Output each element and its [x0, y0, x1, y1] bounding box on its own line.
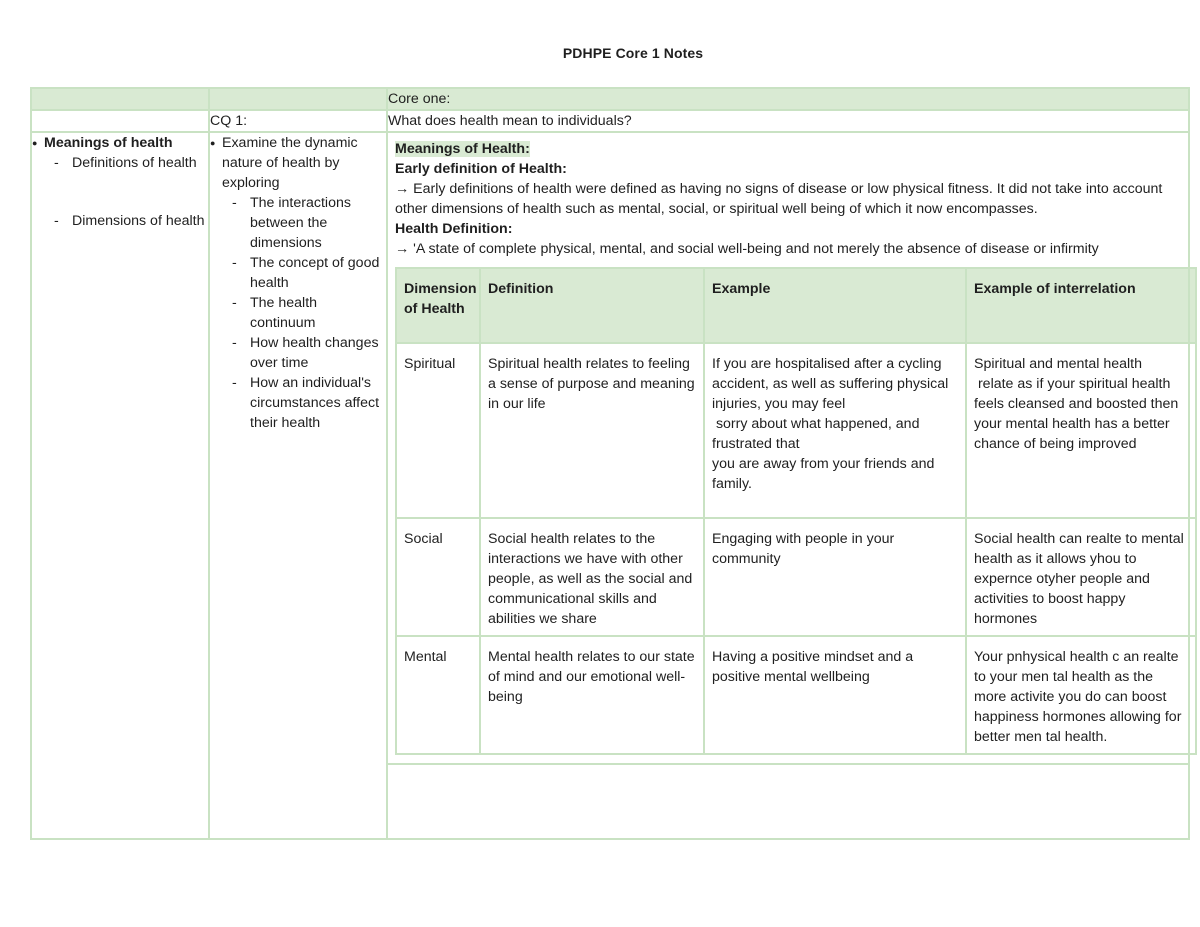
- health-definition-text: → 'A state of complete physical, mental, and social well-being and not merely the absence of disease or infirmity: [395, 241, 1099, 257]
- notes-empty-row[interactable]: [388, 763, 1188, 805]
- header-cell-1[interactable]: [31, 88, 209, 110]
- header-cell-core[interactable]: Core one:: [387, 88, 1189, 110]
- cq-question[interactable]: What does health mean to individuals?: [387, 110, 1189, 132]
- syllabus-list: [32, 133, 208, 153]
- cq-row: [31, 110, 1189, 132]
- dimension-interrelation[interactable]: Social health can realte to mental health as it allows yhou to expernce otyher people and activities to boost happy hormones: [966, 518, 1196, 636]
- col-header-example[interactable]: Example: [704, 268, 966, 343]
- syllabus-cell[interactable]: [31, 132, 209, 839]
- col-header-definition[interactable]: Definition: [480, 268, 704, 343]
- syllabus-sublist: [54, 153, 208, 231]
- notes-table: [30, 87, 1190, 840]
- bullet-examine: ● Examine the dynamic nature of health by exploring: [210, 133, 386, 193]
- sub-dimensions-of-health: - Dimensions of health: [54, 213, 205, 229]
- health-definition-title: Health Definition:: [395, 221, 513, 237]
- col-header-dimension[interactable]: Dimension of Health: [396, 268, 480, 343]
- sub-changes-over-time: - How health changes over time: [232, 335, 379, 371]
- content-sublist: [232, 193, 386, 433]
- dimension-interrelation[interactable]: Spiritual and mental health relate as if your spiritual health feels cleansed and boosted then your mental health has a better chance of being improved: [966, 343, 1196, 518]
- early-definition-title: Early definition of Health:: [395, 161, 567, 177]
- dimension-interrelation[interactable]: Your pnhysical health c an realte to your men tal health as the more activite you do can boost happiness hormones allowing for better men tal health.: [966, 636, 1196, 754]
- dimension-name[interactable]: Social: [396, 518, 480, 636]
- dimension-definition[interactable]: Social health relates to the interactions we have with other people, as well as the social and communicational skills and abilities we share: [480, 518, 704, 636]
- sub-good-health: - The concept of good health: [232, 255, 380, 291]
- dimension-row-spiritual: [396, 343, 1196, 518]
- early-definition-text: → Early definitions of health were defined as having no signs of disease or low physical fitness. It did not take into account other dimensions of health such as mental, social, or spiritual well being of which it now encompasses.: [395, 181, 1163, 217]
- notes-table-wrapper: [30, 87, 1200, 840]
- sub-circumstances: - How an individual's circumstances affect their health: [232, 375, 380, 431]
- col-header-interrelation[interactable]: Example of interrelation: [966, 268, 1196, 343]
- dimension-row-social: [396, 518, 1196, 636]
- dimension-example[interactable]: Having a positive mindset and a positive mental wellbeing: [704, 636, 966, 754]
- content-list: [210, 133, 386, 193]
- sub-interactions: - The interactions between the dimensions: [232, 195, 351, 251]
- dimensions-header-row: [396, 268, 1196, 343]
- content-row: [31, 132, 1189, 839]
- dimension-name[interactable]: Spiritual: [396, 343, 480, 518]
- dimension-row-mental: [396, 636, 1196, 754]
- dimension-example[interactable]: If you are hospitalised after a cycling accident, as well as suffering physical injuries, you may feel sorry about what happened, and frustrated that you are away from your friends and family.: [704, 343, 966, 518]
- dimension-name[interactable]: Mental: [396, 636, 480, 754]
- dimension-example[interactable]: Engaging with people in your community: [704, 518, 966, 636]
- header-cell-2[interactable]: [209, 88, 387, 110]
- dimension-definition[interactable]: Spiritual health relates to feeling a sense of purpose and meaning in our life: [480, 343, 704, 518]
- notes-cell[interactable]: [387, 132, 1189, 839]
- sub-definitions-of-health: - Definitions of health: [54, 155, 197, 171]
- document-title: PDHPE Core 1 Notes: [562, 45, 704, 61]
- cq-label[interactable]: CQ 1:: [209, 110, 387, 132]
- meanings-heading: Meanings of Health:: [395, 141, 530, 157]
- cq-cell-1[interactable]: [31, 110, 209, 132]
- content-focus-cell[interactable]: [209, 132, 387, 839]
- header-row: [31, 88, 1189, 110]
- bullet-meanings-of-health: ● Meanings of health: [32, 133, 208, 153]
- dimensions-table: [395, 267, 1197, 755]
- sub-continuum: - The health continuum: [232, 295, 318, 331]
- dimension-definition[interactable]: Mental health relates to our state of mind and our emotional well-being: [480, 636, 704, 754]
